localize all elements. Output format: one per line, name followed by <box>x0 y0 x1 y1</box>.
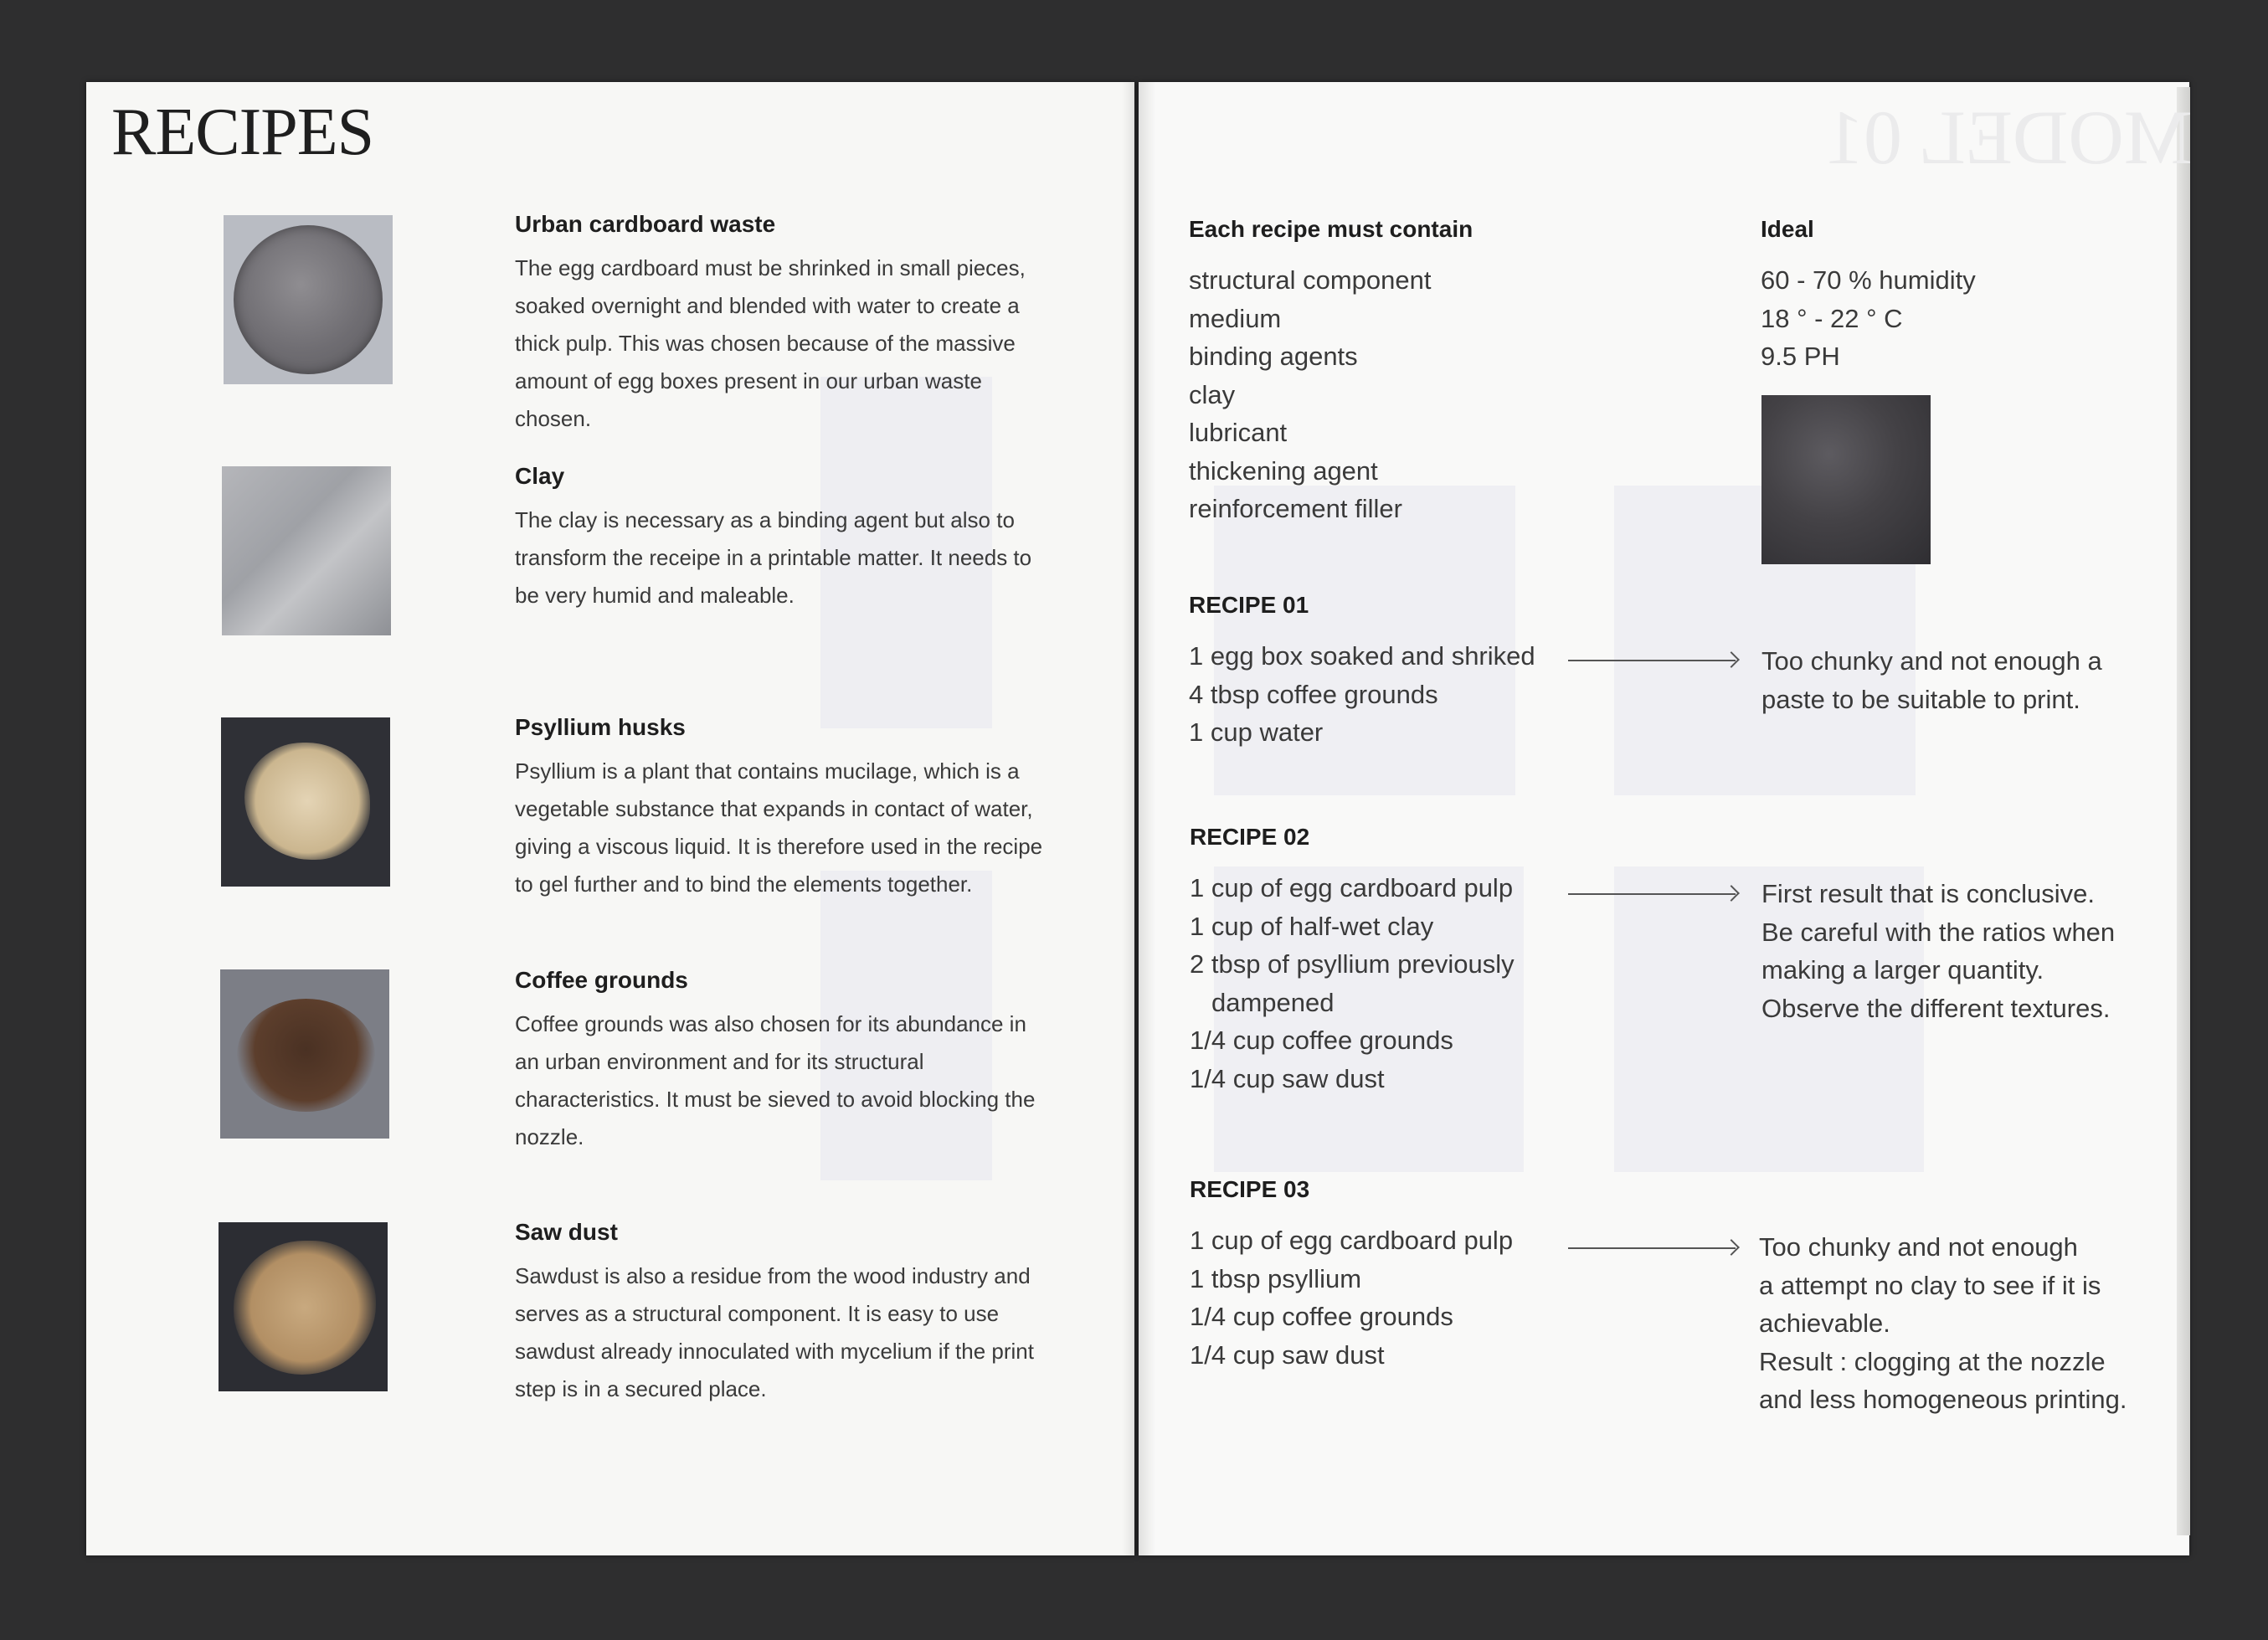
list-item: reinforcement filler <box>1189 494 1402 523</box>
list-item: 18 ° - 22 ° C <box>1761 303 1903 333</box>
recipe-02 <box>1190 824 1515 1098</box>
recipe-title: RECIPE 02 <box>1190 824 1310 850</box>
recipe-01 <box>1189 592 1535 752</box>
list-item: binding agents <box>1189 342 1358 371</box>
list-item: thickening agent <box>1189 455 1378 486</box>
clay-photo <box>222 466 391 635</box>
recipe-title: RECIPE 01 <box>1189 592 1309 618</box>
list-item: 1/4 cup saw dust <box>1190 1339 1385 1370</box>
ideal-section <box>1761 216 1976 376</box>
recipe-ingredients <box>1190 869 1515 1098</box>
list-item: 1 cup water <box>1189 717 1324 747</box>
recipe-02-result <box>1761 875 2115 1027</box>
ideal-list <box>1761 261 1976 376</box>
list-item: 9.5 PH <box>1761 342 1840 371</box>
recipe-ingredients <box>1190 1221 1513 1374</box>
cardboard-pulp-photo <box>224 215 393 384</box>
ingredient-cardboard <box>515 211 1051 438</box>
recipe-ingredients <box>1189 637 1535 752</box>
list-item: 1/4 cup saw dust <box>1190 1063 1385 1093</box>
list-item: lubricant <box>1189 418 1288 447</box>
arrow-right-icon <box>1568 1247 1736 1249</box>
ingredient-heading: Saw dust <box>515 1219 618 1245</box>
showthrough-title: MODEL 01 <box>1825 95 2193 180</box>
result-line: Too chunky and not enough a <box>1761 646 2102 676</box>
ingredient-sawdust <box>515 1219 1051 1408</box>
ingredient-text: The egg cardboard must be shrinked in small pieces, soaked overnight and blended with water to create a thick pulp. This was chosen because of the massive amount of egg boxes present in our urban waste chosen. <box>515 255 1026 431</box>
result-line: First result that is conclusive. <box>1761 879 2095 908</box>
result-line: achievable. <box>1759 1308 1890 1338</box>
result-line: making a larger quantity. <box>1761 955 2044 985</box>
list-item: 1 tbsp psyllium <box>1190 1263 1362 1293</box>
mix-texture-photo <box>1761 395 1931 564</box>
ingredient-text: The clay is necessary as a binding agent but also to transform the receipe in a printable matter. It needs to be very humid and maleable. <box>515 507 1032 608</box>
list-item: 1/4 cup coffee grounds <box>1190 1302 1453 1331</box>
result-line: Too chunky and not enough <box>1759 1232 2078 1262</box>
list-item: 2 tbsp of psyllium previously <box>1190 949 1515 979</box>
result-line: paste to be suitable to print. <box>1761 684 2080 714</box>
list-item: 4 tbsp coffee grounds <box>1189 679 1438 709</box>
result-line: Observe the different textures. <box>1761 993 2111 1023</box>
coffee-grounds-photo <box>220 969 389 1139</box>
list-item: clay <box>1189 379 1236 409</box>
ingredient-text: Psyllium is a plant that contains mucilage, which is a vegetable substance that expands in contact of water, giving a viscous liquid. It is therefore used in the recipe to gel further and to bind the elements together. <box>515 758 1043 897</box>
contain-section <box>1189 216 1473 528</box>
page-stack-edge <box>2177 87 2190 1535</box>
psyllium-photo <box>221 717 390 887</box>
ingredient-clay <box>515 463 1051 614</box>
page-title: RECIPES <box>111 95 374 169</box>
ingredient-text: Coffee grounds was also chosen for its abundance in an urban environment and for its structural characteristics. It must be sieved to avoid blocking the nozzle. <box>515 1011 1036 1149</box>
list-item: 1/4 cup coffee grounds <box>1190 1026 1453 1055</box>
result-line: a attempt no clay to see if it is <box>1759 1270 2101 1300</box>
book-gutter <box>1122 82 1155 1555</box>
ingredient-heading: Clay <box>515 463 565 489</box>
recipe-title: RECIPE 03 <box>1190 1176 1310 1202</box>
ingredient-coffee <box>515 967 1051 1156</box>
list-item: dampened <box>1211 987 1335 1017</box>
list-item: 1 egg box soaked and shriked <box>1189 641 1535 671</box>
list-item: 1 cup of egg cardboard pulp <box>1190 1226 1514 1255</box>
ideal-heading: Ideal <box>1761 216 1814 242</box>
ingredient-text: Sawdust is also a residue from the wood industry and serves as a structural component. It is easy to use sawdust already innoculated with mycelium if the print step is in a secured place. <box>515 1263 1034 1401</box>
list-item: 1 cup of egg cardboard pulp <box>1190 873 1514 902</box>
list-item: medium <box>1189 303 1282 333</box>
result-line: Be careful with the ratios when <box>1761 917 2116 947</box>
arrow-right-icon <box>1568 660 1736 661</box>
result-line: and less homogeneous printing. <box>1759 1385 2127 1414</box>
ingredient-heading: Coffee grounds <box>515 967 688 993</box>
saw-dust-photo <box>219 1222 388 1391</box>
list-item: structural component <box>1189 265 1432 295</box>
component-list <box>1189 261 1473 528</box>
recipe-03 <box>1190 1176 1513 1374</box>
recipe-01-result <box>1761 642 2102 718</box>
recipe-03-result <box>1759 1228 2127 1419</box>
list-item: 60 - 70 % humidity <box>1761 265 1976 295</box>
ingredient-heading: Psyllium husks <box>515 714 686 740</box>
list-item: 1 cup of half-wet clay <box>1190 911 1434 941</box>
contain-heading: Each recipe must contain <box>1189 216 1473 242</box>
ingredient-heading: Urban cardboard waste <box>515 211 776 237</box>
arrow-right-icon <box>1568 893 1736 895</box>
result-line: Result : clogging at the nozzle <box>1759 1346 2106 1376</box>
ingredient-psyllium <box>515 714 1051 903</box>
